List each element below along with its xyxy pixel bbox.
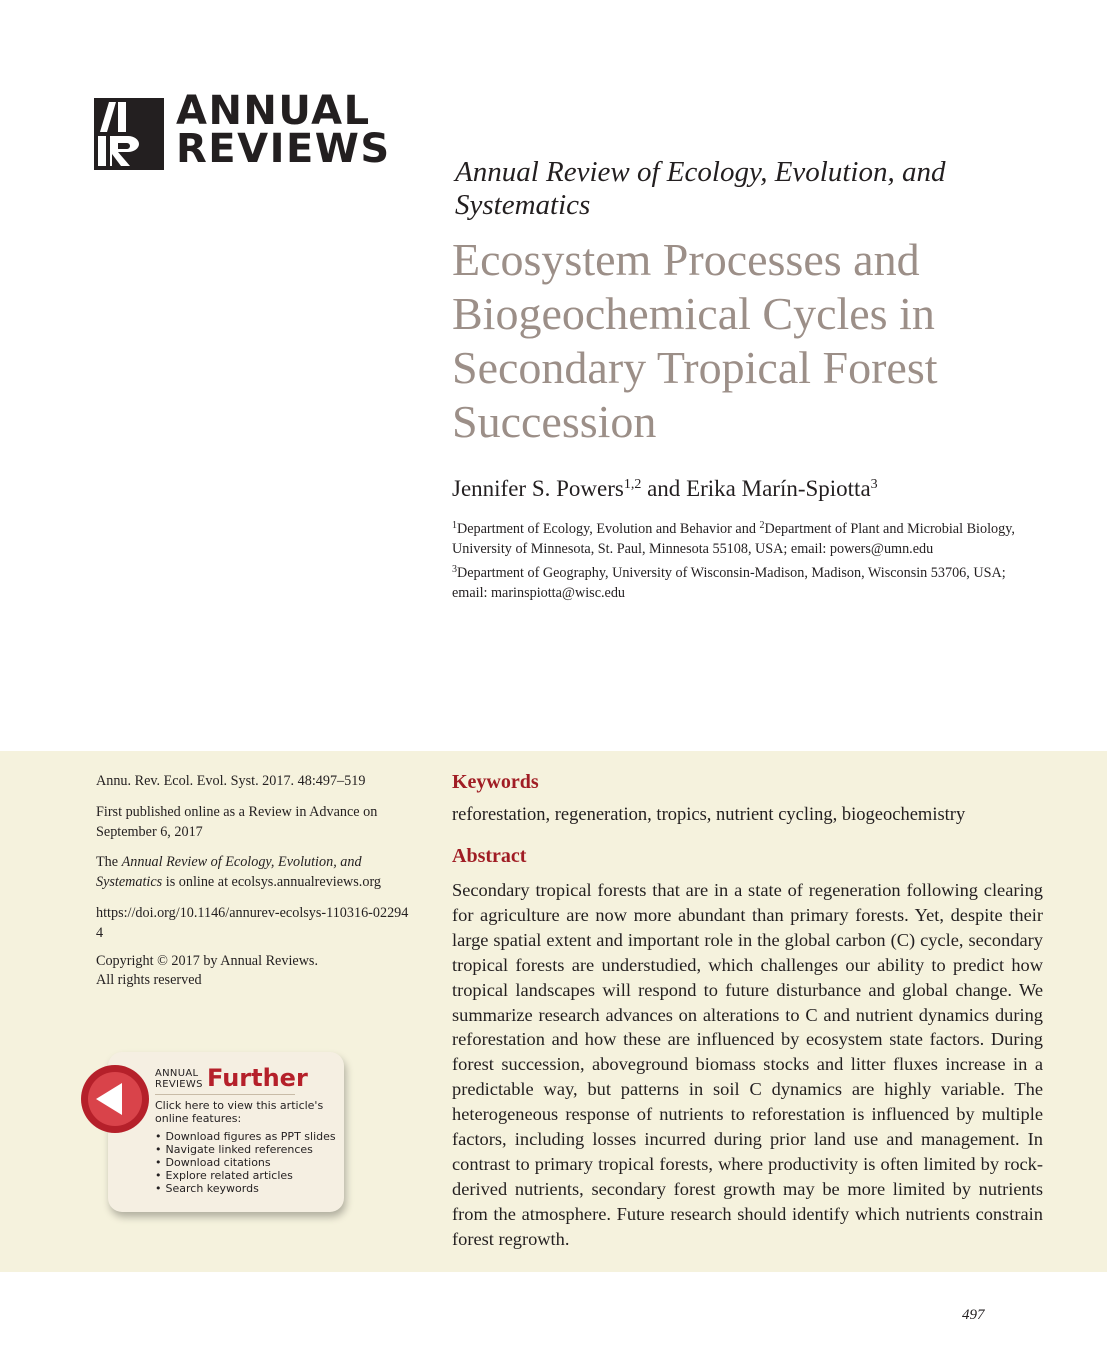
further-feature-item[interactable]: • Navigate linked references [155,1143,336,1156]
affiliation-sup: 3 [452,564,457,575]
click-here-link[interactable]: Click here [155,1099,210,1112]
affiliation-sup: 2 [759,520,765,531]
publication-date: First published online as a Review in Advance on September 6, 2017 [96,804,378,840]
further-instructions-text: to view this article's online features: [155,1099,327,1125]
affiliation-text: Department of Plant and Microbial Biology, University of Minnesota, St. Paul, Minnesota 55108, USA; email: powers@umn.edu [452,521,1015,557]
further-annual: ANNUAL [155,1068,199,1079]
logo-wordmark [176,88,391,172]
rights: All rights reserved [96,972,202,988]
further-title: Further [207,1064,308,1092]
doi-link[interactable]: https://doi.org/10.1146/annurev-ecolsys-110316-022944 [96,905,409,941]
further-feature-item[interactable]: • Explore related articles [155,1169,336,1182]
back-arrow-icon[interactable] [80,1064,150,1134]
author-conjunction: and [641,476,687,501]
author-name: Jennifer S. Powers [452,476,624,501]
further-feature-item[interactable]: • Download figures as PPT slides [155,1130,336,1143]
author-affiliation-sup: 3 [870,477,878,492]
online-prefix: The [96,854,122,870]
copyright: Copyright © 2017 by Annual Reviews. [96,953,319,969]
affiliation-sup: 1 [452,520,457,531]
affiliation-text: Department of Geography, University of Wisconsin-Madison, Madison, Wisconsin 53706, USA; email: marinspiotta@wisc.edu [452,565,1006,601]
further-features-list [155,1130,336,1195]
author-affiliation-sup: 1,2 [623,477,642,492]
further-divider [155,1094,295,1095]
annual-reviews-monogram-icon [94,98,164,170]
further-brand [155,1068,203,1090]
online-suffix: is online at ecolsys.annualreviews.org [162,873,382,890]
logo-word-annual: ANNUAL [176,88,371,134]
affiliation [452,563,1042,603]
affiliation [452,519,1042,559]
keywords-heading: Keywords [452,771,539,793]
authors [452,476,878,502]
further-reviews: REVIEWS [155,1079,203,1090]
further-instructions [155,1099,340,1125]
further-feature-item[interactable]: • Search keywords [155,1182,336,1195]
journal-name: Annual Review of Ecology, Evolution, and Systematics [455,156,946,221]
affiliation-text: Department of Ecology, Evolution and Behavior and [457,521,760,537]
abstract-heading: Abstract [452,845,527,867]
author-name: Erika Marín-Spiotta [686,476,871,501]
online-journal: Annual Review of Ecology, Evolution, and Systematics [96,854,362,890]
page-number: 497 [962,1307,985,1323]
further-feature-item[interactable]: • Download citations [155,1156,336,1169]
citation: Annu. Rev. Ecol. Evol. Syst. 2017. 48:497–519 [96,773,366,789]
article-title: Ecosystem Processes and Biogeochemical Cycles in Secondary Tropical Forest Succession [452,234,938,447]
online-info [96,853,414,892]
logo-word-reviews: REVIEWS [176,126,391,172]
keywords-list: reforestation, regeneration, tropics, nutrient cycling, biogeochemistry [452,805,966,825]
abstract-text: Secondary tropical forests that are in a state of regeneration following clearing for agriculture are now more abundant than primary forests. Yet, despite their large spatial extent and important role in the global carbon (C) cycle, secondary tropical forests are understudied, which challenges our ability to predict how tropical landscapes will respond to future disturbance and global change. We summarize research advances on alterations to C and nutrient dynamics during reforestation and how these are influenced by ecosystem state factors. During forest succession, aboveground biomass stocks and litter fluxes increase in a predictable way, but patterns in soil C dynamics are highly variable. The heterogeneous response of nutrients to reforestation is influenced by multiple factors, including losses incurred during prior land use and management. In contrast to primary tropical forests, where productivity is often limited by rock-derived nutrients, secondary forest growth may be more limited by nutrients from the atmosphere. Future research should identify which nutrients constrain forest regrowth. [452,880,1043,1249]
